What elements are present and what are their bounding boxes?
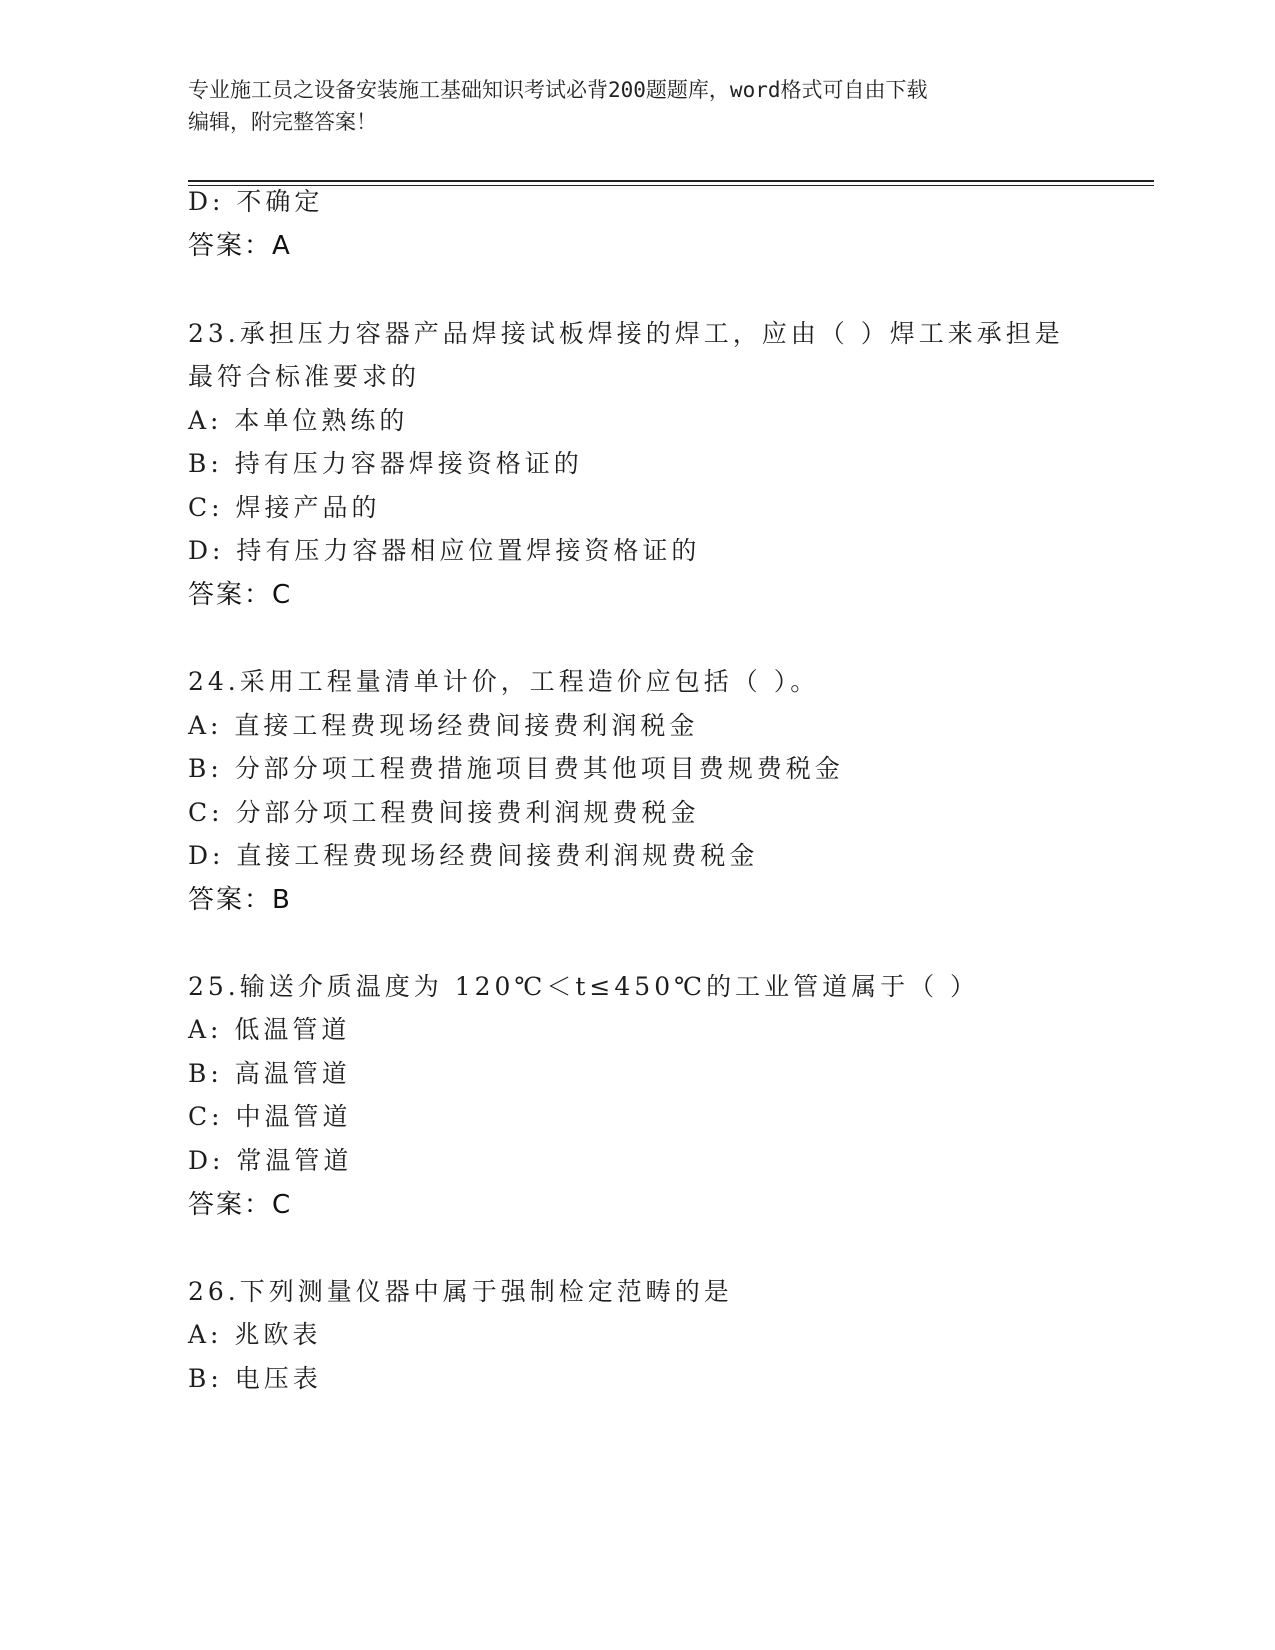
q24-option-b: B: 分部分项工程费措施项目费其他项目费规费税金 bbox=[188, 754, 844, 783]
q23-option-d: D: 持有压力容器相应位置焊接资格证的 bbox=[188, 536, 701, 565]
q25-option-b: B: 高温管道 bbox=[188, 1059, 351, 1088]
q23-answer: 答案：C bbox=[188, 580, 293, 610]
header-divider-thick bbox=[188, 180, 1154, 182]
header-line-1: 专业施工员之设备安装施工基础知识考试必背200题题库，word格式可自由下载 bbox=[188, 78, 928, 102]
document-header bbox=[188, 74, 1088, 138]
q25-option-a: A: 低温管道 bbox=[188, 1015, 351, 1044]
q26-stem-line-1: 26.下列测量仪器中属于强制检定范畴的是 bbox=[188, 1277, 733, 1306]
q25-option-d: D: 常温管道 bbox=[188, 1146, 353, 1175]
q26-option-b: B: 电压表 bbox=[188, 1364, 322, 1393]
header-divider-thin bbox=[188, 185, 1154, 186]
q25-option-c: C: 中温管道 bbox=[188, 1102, 352, 1131]
q23-option-c: C: 焊接产品的 bbox=[188, 493, 381, 522]
q24-answer: 答案：B bbox=[188, 885, 292, 915]
q23-stem-line-1: 23.承担压力容器产品焊接试板焊接的焊工，应由（ ）焊工来承担是 bbox=[188, 319, 1064, 348]
prev-answer: 答案：A bbox=[188, 231, 292, 261]
q23-option-b: B: 持有压力容器焊接资格证的 bbox=[188, 449, 583, 478]
header-line-2: 编辑，附完整答案！ bbox=[188, 110, 377, 134]
q23-stem-line-2: 最符合标准要求的 bbox=[188, 362, 421, 391]
q25-answer: 答案：C bbox=[188, 1190, 293, 1220]
q24-option-d: D: 直接工程费现场经费间接费利润规费税金 bbox=[188, 841, 759, 870]
q23-option-a: A: 本单位熟练的 bbox=[188, 406, 409, 435]
q25-stem-line-1: 25.输送介质温度为 120℃＜t≤450℃的工业管道属于（ ） bbox=[188, 972, 980, 1001]
q24-option-c: C: 分部分项工程费间接费利润规费税金 bbox=[188, 798, 700, 827]
q26-option-a: A: 兆欧表 bbox=[188, 1320, 322, 1349]
q24-option-a: A: 直接工程费现场经费间接费利润税金 bbox=[188, 711, 699, 740]
prev-option-d: D: 不确定 bbox=[188, 187, 324, 216]
q24-stem-line-1: 24.采用工程量清单计价，工程造价应包括（ ）。 bbox=[188, 667, 820, 696]
